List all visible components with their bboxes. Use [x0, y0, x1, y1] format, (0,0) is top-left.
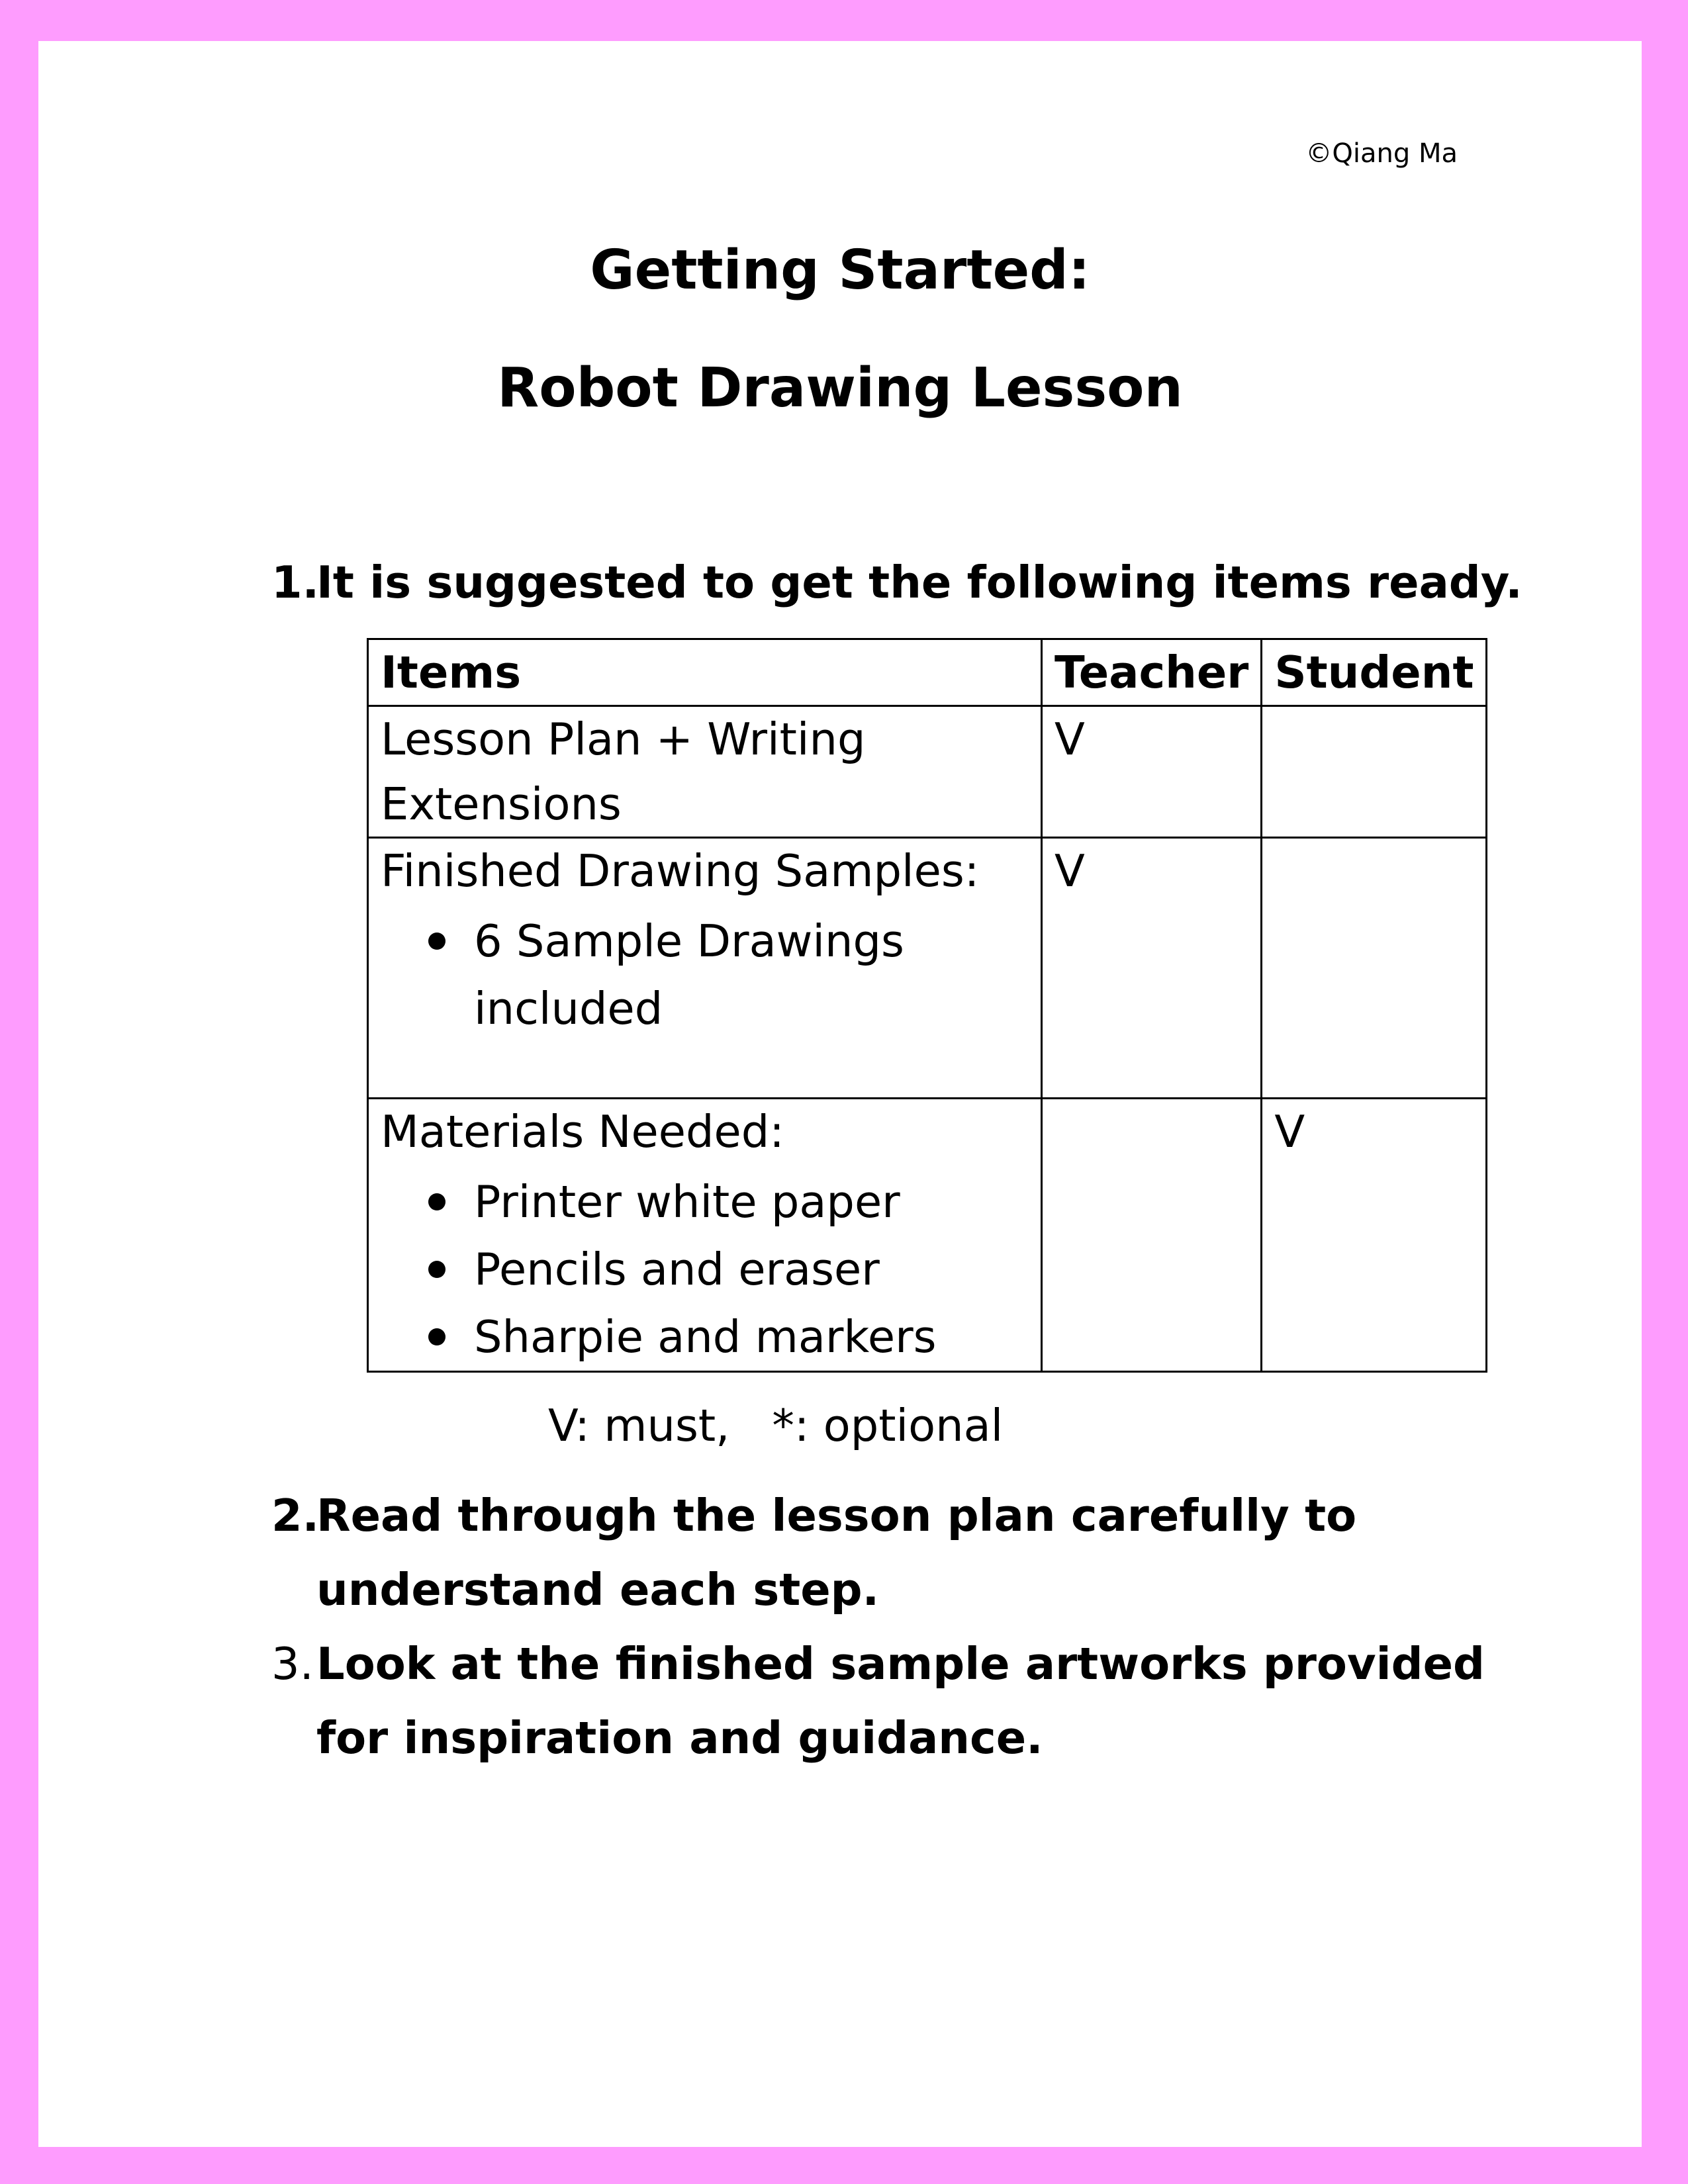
table-header-row	[368, 639, 1487, 706]
table-row	[368, 706, 1487, 838]
table-row	[368, 1099, 1487, 1372]
item-label: Lesson Plan + Writing Extensions	[381, 713, 866, 830]
page-subtitle: Robot Drawing Lesson	[497, 357, 1183, 420]
bullet-icon	[428, 1261, 445, 1278]
header-items: Items	[368, 639, 1042, 706]
copyright-notice: ©Qiang Ma	[1305, 138, 1458, 169]
step-2-text: Read through the lesson plan carefully to understand each step.	[316, 1490, 1357, 1615]
step-2	[271, 1479, 1516, 1627]
cell-student	[1262, 838, 1487, 1099]
list-item-text: Printer white paper	[474, 1176, 900, 1228]
table-row	[368, 838, 1487, 1099]
bullet-icon	[428, 1328, 445, 1345]
item-label: Finished Drawing Samples:	[381, 845, 980, 897]
list-item-text: Sharpie and markers	[474, 1311, 937, 1363]
list-item	[381, 907, 1029, 1042]
cell-item	[368, 706, 1042, 838]
document-page	[38, 41, 1642, 2147]
step-3-number: 3.	[271, 1638, 314, 1690]
step-2-number: 2.	[271, 1490, 320, 1541]
step-3-text: Look at the finished sample artworks provided for inspiration and guidance.	[316, 1638, 1485, 1764]
cell-teacher	[1042, 1099, 1262, 1372]
cell-student	[1262, 706, 1487, 838]
cell-student: V	[1262, 1099, 1487, 1372]
list-item	[381, 1168, 1029, 1236]
cell-teacher: V	[1042, 838, 1262, 1099]
page-title: Getting Started:	[590, 239, 1090, 302]
items-table	[367, 638, 1487, 1373]
step-1-text: It is suggested to get the following items ready.	[316, 557, 1523, 608]
list-item-text: Pencils and eraser	[474, 1244, 880, 1295]
step-1-number: 1.	[271, 557, 320, 608]
bullet-list	[381, 907, 1029, 1042]
header-teacher: Teacher	[1042, 639, 1262, 706]
cell-item	[368, 1099, 1042, 1372]
header-student: Student	[1262, 639, 1487, 706]
cell-teacher: V	[1042, 706, 1262, 838]
bullet-icon	[428, 1193, 445, 1210]
bullet-list	[381, 1168, 1029, 1371]
list-item-text: 6 Sample Drawings included	[474, 915, 904, 1034]
cell-item	[368, 838, 1042, 1099]
list-item	[381, 1303, 1029, 1371]
step-3	[271, 1627, 1516, 1775]
item-label: Materials Needed:	[381, 1106, 784, 1158]
step-1	[271, 545, 1523, 619]
table-legend: V: must, *: optional	[548, 1400, 1004, 1451]
list-item	[381, 1236, 1029, 1303]
bullet-icon	[428, 933, 445, 950]
